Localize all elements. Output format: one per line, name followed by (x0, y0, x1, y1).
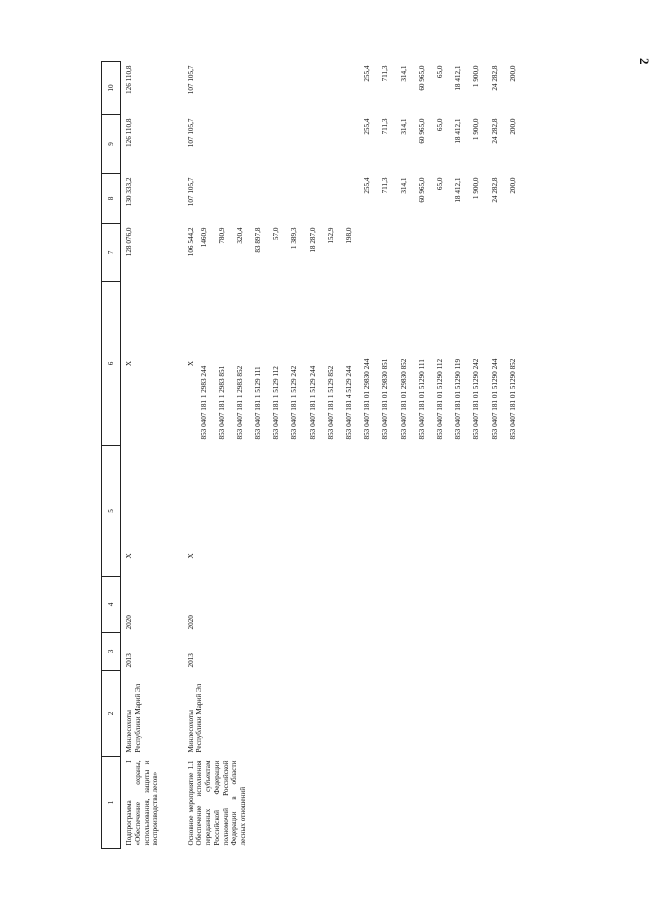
row-col-2 (436, 671, 454, 757)
table-row (309, 62, 327, 849)
row-value-7 (472, 224, 490, 282)
measure-name: Основное мероприятие 1.1 Обеспечение исполнения переданных субъектам Российской Федерации полномочий Российской Федерации в области лесных отношений (186, 760, 248, 846)
row-col-4 (236, 577, 254, 633)
row-col-1 (436, 757, 454, 849)
row-col-5 (272, 446, 290, 577)
row-col-3 (218, 633, 236, 671)
row-col-4 (254, 577, 272, 633)
row-col-1 (509, 757, 527, 849)
column-header-6: 6 (102, 282, 121, 446)
row-value-9: 1 900,0 (472, 118, 481, 141)
row-col-3 (290, 633, 308, 671)
row-value-7: 1 389,3 (290, 227, 299, 250)
row-value-10: 18 412,1 (454, 65, 463, 91)
row-value-8 (309, 174, 327, 224)
measure-row (183, 62, 200, 849)
row-col-2 (327, 671, 345, 757)
row-col-4 (363, 577, 381, 633)
table-row (472, 62, 490, 849)
row-col-2 (509, 671, 527, 757)
row-value-9: 24 282,8 (490, 118, 499, 144)
table-row (363, 62, 381, 849)
row-col-3 (509, 633, 527, 671)
row-col-4 (290, 577, 308, 633)
row-col-2 (236, 671, 254, 757)
row-col-5 (472, 446, 490, 577)
row-col-4 (472, 577, 490, 633)
row-value-10: 65,0 (435, 65, 444, 79)
row-col-3 (363, 633, 381, 671)
row-col-2 (254, 671, 272, 757)
row-col-4 (345, 577, 363, 633)
row-col-3 (400, 633, 418, 671)
row-value-9 (236, 115, 254, 174)
table-row (254, 62, 272, 849)
row-value-10 (218, 62, 236, 115)
column-header-1: 1 (102, 757, 121, 849)
row-col-3 (454, 633, 472, 671)
row-col-3 (254, 633, 272, 671)
row-value-8: 24 282,8 (490, 177, 499, 203)
row-value-7 (491, 224, 509, 282)
budget-code: 853 0407 181 1 2983 852 (235, 365, 244, 440)
row-value-10: 60 965,0 (417, 65, 426, 91)
row-col-3 (418, 633, 436, 671)
row-col-1 (345, 757, 363, 849)
budget-code: 853 0407 181 01 51290 244 (490, 358, 499, 440)
row-col-3 (200, 633, 218, 671)
table-row (218, 62, 236, 849)
row-value-8: 255,4 (363, 177, 372, 194)
row-col-4 (454, 577, 472, 633)
row-value-8 (254, 174, 272, 224)
row-value-9 (327, 115, 345, 174)
subprogram-col-5: X (125, 553, 133, 559)
row-value-8 (327, 174, 345, 224)
row-value-10 (236, 62, 254, 115)
row-col-4 (400, 577, 418, 633)
row-value-7: 18 287,0 (308, 227, 317, 253)
table-row (345, 62, 363, 849)
row-value-7 (400, 224, 418, 282)
row-value-7: 198,0 (345, 227, 353, 244)
column-header-9: 9 (102, 115, 121, 174)
column-header-8: 8 (102, 174, 121, 224)
row-col-5 (436, 446, 454, 577)
subprogram-start-year: 2013 (125, 653, 133, 668)
row-value-10 (272, 62, 290, 115)
table-row (272, 62, 290, 849)
budget-code: 853 0407 181 01 29830 244 (363, 358, 372, 440)
row-value-10 (290, 62, 308, 115)
row-value-10: 24 282,8 (490, 65, 499, 91)
row-col-2 (363, 671, 381, 757)
row-value-8 (290, 174, 308, 224)
row-value-9: 711,3 (381, 118, 390, 135)
subprogram-value-8: 130 333,2 (125, 177, 133, 207)
row-col-2 (272, 671, 290, 757)
row-col-5 (309, 446, 327, 577)
row-value-9: 200,0 (508, 118, 517, 135)
row-col-2 (290, 671, 308, 757)
row-value-9 (290, 115, 308, 174)
budget-code: 853 0407 181 1 2983 851 (217, 365, 226, 440)
row-col-1 (400, 757, 418, 849)
budget-code: 853 0407 181 1 5129 242 (290, 365, 299, 440)
subprogram-col-6: X (125, 360, 133, 367)
measure-responsible: Минлесохоты Республики Марий Эл (186, 683, 204, 753)
row-col-5 (327, 446, 345, 577)
budget-code: 853 0407 181 1 2983 244 (199, 365, 208, 440)
row-value-10 (309, 62, 327, 115)
row-col-1 (254, 757, 272, 849)
row-value-10: 711,3 (381, 65, 390, 82)
row-col-3 (236, 633, 254, 671)
row-col-5 (454, 446, 472, 577)
page-number: 2 (637, 58, 652, 65)
subprogram-row (121, 62, 183, 849)
row-col-5 (345, 446, 363, 577)
column-header-10: 10 (102, 62, 121, 115)
budget-code: 853 0407 181 1 5129 111 (254, 366, 263, 440)
row-value-8 (200, 174, 218, 224)
row-col-1 (290, 757, 308, 849)
row-value-9 (200, 115, 218, 174)
column-header-5: 5 (102, 446, 121, 577)
row-col-2 (472, 671, 490, 757)
row-value-7: 152,9 (326, 227, 335, 244)
budget-table (101, 62, 531, 849)
row-col-4 (309, 577, 327, 633)
table-row (491, 62, 509, 849)
row-value-9: 65,0 (435, 118, 444, 132)
row-col-2 (381, 671, 399, 757)
budget-code: 853 0407 181 01 51290 242 (472, 358, 481, 440)
row-value-9: 18 412,1 (454, 118, 463, 144)
row-value-9: 255,4 (363, 118, 372, 135)
table-row (454, 62, 472, 849)
row-col-5 (200, 446, 218, 577)
row-col-5 (491, 446, 509, 577)
row-col-4 (436, 577, 454, 633)
row-col-3 (381, 633, 399, 671)
column-header-7: 7 (102, 224, 121, 282)
row-value-10 (327, 62, 345, 115)
row-col-1 (309, 757, 327, 849)
budget-code: 853 0407 181 01 51290 852 (508, 358, 517, 440)
table-row (418, 62, 436, 849)
row-col-2 (454, 671, 472, 757)
row-col-2 (418, 671, 436, 757)
row-col-5 (363, 446, 381, 577)
row-value-9 (254, 115, 272, 174)
row-value-9 (345, 115, 363, 174)
row-value-9 (218, 115, 236, 174)
row-value-7 (381, 224, 399, 282)
row-value-8: 314,1 (399, 177, 408, 194)
row-value-8 (236, 174, 254, 224)
row-col-4 (509, 577, 527, 633)
budget-code: 853 0407 181 1 5129 112 (272, 366, 281, 440)
row-col-5 (218, 446, 236, 577)
row-value-8 (218, 174, 236, 224)
measure-value-7: 106 544,2 (186, 227, 195, 257)
row-col-3 (436, 633, 454, 671)
measure-col-5: X (186, 553, 195, 559)
table-row (436, 62, 454, 849)
row-value-10: 200,0 (508, 65, 517, 82)
row-col-2 (400, 671, 418, 757)
table-row (509, 62, 527, 849)
row-col-4 (491, 577, 509, 633)
row-value-9 (309, 115, 327, 174)
column-header-2: 2 (102, 671, 121, 757)
subprogram-value-9: 126 110,8 (125, 118, 133, 147)
row-col-2 (309, 671, 327, 757)
table-row (236, 62, 254, 849)
row-col-1 (454, 757, 472, 849)
row-value-8: 711,3 (381, 177, 390, 194)
row-col-2 (218, 671, 236, 757)
budget-code: 853 0407 181 1 5129 244 (308, 365, 317, 440)
row-col-3 (327, 633, 345, 671)
row-value-10: 314,1 (399, 65, 408, 82)
row-value-8: 60 965,0 (417, 177, 426, 203)
budget-code: 853 0407 181 01 51290 112 (435, 358, 444, 440)
subprogram-value-7: 128 076,0 (125, 227, 133, 257)
row-col-3 (272, 633, 290, 671)
row-col-1 (327, 757, 345, 849)
row-value-7: 83 897,8 (254, 227, 263, 253)
measure-value-9: 107 105,7 (186, 118, 195, 148)
row-col-4 (218, 577, 236, 633)
row-value-10: 1 900,0 (472, 65, 481, 88)
row-value-8: 65,0 (435, 177, 444, 191)
row-value-10 (345, 62, 363, 115)
column-header-4: 4 (102, 577, 121, 633)
row-value-9 (272, 115, 290, 174)
subprogram-value-10: 126 110,8 (125, 65, 133, 94)
row-col-5 (418, 446, 436, 577)
table-row (327, 62, 345, 849)
row-col-4 (381, 577, 399, 633)
subprogram-responsible: Минлесохоты Республики Марий Эл (125, 683, 142, 753)
row-value-7: 320,4 (235, 227, 244, 244)
row-col-5 (400, 446, 418, 577)
row-col-3 (491, 633, 509, 671)
row-col-4 (327, 577, 345, 633)
row-col-1 (272, 757, 290, 849)
row-col-5 (509, 446, 527, 577)
row-col-2 (345, 671, 363, 757)
subprogram-end-year: 2020 (125, 615, 133, 630)
column-header-3: 3 (102, 633, 121, 671)
budget-code: 853 0407 181 01 51290 111 (417, 359, 426, 440)
row-value-8 (272, 174, 290, 224)
budget-code: 853 0407 181 01 29830 852 (399, 358, 408, 440)
measure-start-year: 2013 (186, 653, 195, 668)
row-col-3 (309, 633, 327, 671)
row-col-4 (418, 577, 436, 633)
table-row (381, 62, 399, 849)
budget-code: 853 0407 181 1 5129 852 (326, 365, 335, 440)
subprogram-name: Подпрограмма I «Обеспечение охраны, использования, защиты и воспроизводства лесов» (125, 760, 160, 846)
row-value-8: 18 412,1 (454, 177, 463, 203)
measure-value-10: 107 105,7 (186, 65, 195, 95)
measure-value-8: 107 105,7 (186, 177, 195, 207)
row-value-8 (345, 174, 363, 224)
row-value-7 (454, 224, 472, 282)
row-col-3 (345, 633, 363, 671)
header-row (102, 62, 121, 849)
budget-code: 853 0407 181 01 51290 119 (454, 358, 463, 440)
row-col-4 (272, 577, 290, 633)
row-col-4 (200, 577, 218, 633)
row-col-1 (381, 757, 399, 849)
row-col-1 (418, 757, 436, 849)
row-value-9: 60 965,0 (417, 118, 426, 144)
row-col-2 (491, 671, 509, 757)
row-value-7 (363, 224, 381, 282)
measure-col-6: X (186, 360, 195, 367)
row-value-10 (254, 62, 272, 115)
row-value-7 (436, 224, 454, 282)
row-col-3 (472, 633, 490, 671)
row-value-7: 780,9 (217, 227, 226, 244)
row-col-1 (491, 757, 509, 849)
row-col-5 (381, 446, 399, 577)
row-value-7 (418, 224, 436, 282)
measure-end-year: 2020 (186, 615, 195, 630)
table-row (400, 62, 418, 849)
row-col-5 (236, 446, 254, 577)
row-value-7: 57,0 (272, 227, 281, 241)
row-value-7: 1460,9 (199, 227, 208, 248)
row-col-5 (254, 446, 272, 577)
row-value-8: 200,0 (508, 177, 517, 194)
row-value-8: 1 900,0 (472, 177, 481, 200)
table-row (290, 62, 308, 849)
row-value-9: 314,1 (399, 118, 408, 135)
budget-code: 853 0407 181 01 29830 851 (381, 358, 390, 440)
row-col-5 (290, 446, 308, 577)
row-col-1 (363, 757, 381, 849)
budget-code: 853 0407 181 4 5129 244 (345, 365, 353, 440)
row-value-7 (509, 224, 527, 282)
row-value-10: 255,4 (363, 65, 372, 82)
row-col-1 (472, 757, 490, 849)
row-value-10 (200, 62, 218, 115)
